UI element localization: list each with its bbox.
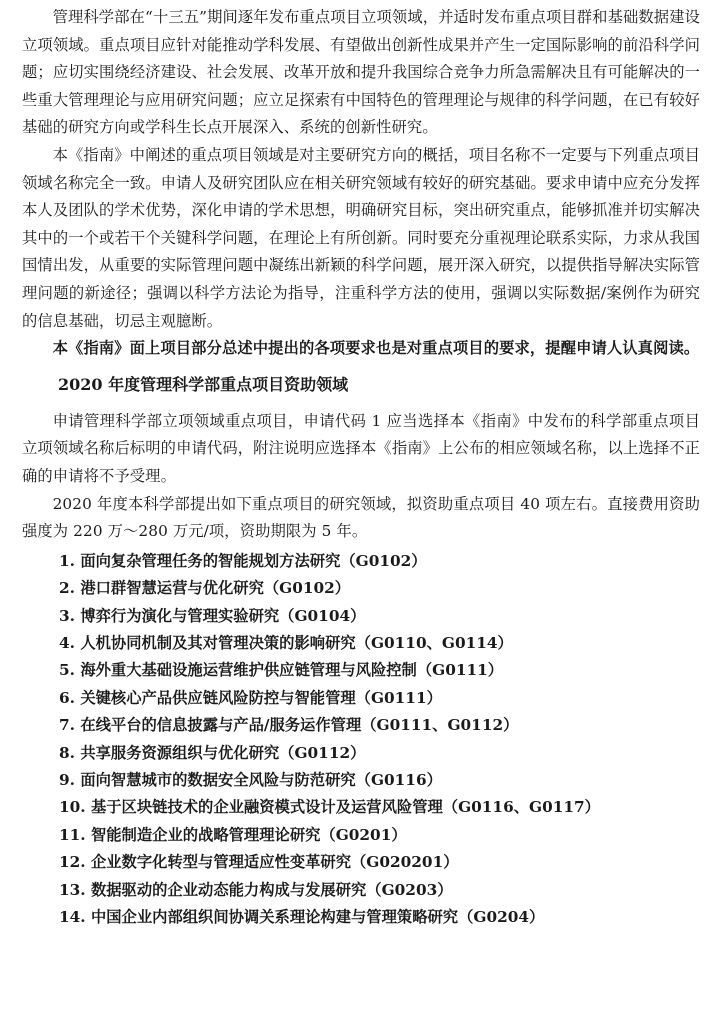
item-number: 3.	[59, 606, 75, 625]
item-text: 企业数字化转型与管理适应性变革研究（G020201）	[90, 853, 459, 872]
list-item	[22, 822, 700, 849]
item-text: 面向复杂管理任务的智能规划方法研究（G0102）	[80, 551, 427, 570]
item-number: 8.	[59, 743, 75, 762]
item-text: 数据驱动的企业动态能力构成与发展研究（G0203）	[90, 880, 453, 899]
item-number: 11.	[59, 825, 86, 844]
list-item	[22, 657, 700, 684]
list-item	[22, 767, 700, 794]
funding-paragraph: 2020 年度本科学部提出如下重点项目的研究领域，拟资助重点项目 40 项左右。直接费用资助强度为 220 万～280 万元/项，资助期限为 5 年。	[22, 494, 700, 541]
list-item	[22, 712, 700, 739]
reminder-paragraph: 本《指南》面上项目部分总述中提出的各项要求也是对重点项目的要求，提醒申请人认真阅读。	[52, 339, 700, 358]
item-number: 14.	[59, 907, 86, 926]
application-code-paragraph: 申请管理科学部立项领域重点项目，申请代码 1 应当选择本《指南》中发布的科学部重点项目立项领域名称后标明的申请代码，附注说明应选择本《指南》上公布的相应领域名称，以上选择不正确的申请将不予受理。	[22, 411, 700, 485]
item-text: 人机协同机制及其对管理决策的影响研究（G0110、G0114）	[80, 633, 513, 652]
item-text: 海外重大基础设施运营维护供应链管理与风险控制（G0111）	[80, 661, 504, 680]
item-text: 智能制造企业的战略管理理论研究（G0201）	[90, 825, 407, 844]
intro-paragraph: 管理科学部在“十三五”期间逐年发布重点项目立项领域，并适时发布重点项目群和基础数据建设立项领域。重点项目应针对能推动学科发展、有望做出创新性成果并产生一定国际影响的前沿科学问题；应切实围绕经济建设、社会发展、改革开放和提升我国综合竞争力所急需解决且有可能解决的一些重大管理理论与应用研究问题；应立足探索有中国特色的管理理论与规律的科学问题，在已有较好基础的研究方向或学科生长点开展深入、系统的创新性研究。	[22, 8, 700, 137]
item-number: 6.	[59, 688, 75, 707]
list-item	[22, 548, 700, 575]
item-number: 9.	[59, 770, 75, 789]
item-number: 12.	[59, 853, 86, 872]
section-title: 2020 年度管理科学部重点项目资助领域	[58, 374, 349, 394]
list-item	[22, 904, 700, 931]
item-text: 港口群智慧运营与优化研究（G0102）	[80, 579, 351, 598]
document-page	[22, 4, 700, 931]
list-item	[22, 740, 700, 767]
list-item	[22, 630, 700, 657]
list-item	[22, 849, 700, 876]
list-item	[22, 685, 700, 712]
list-item	[22, 794, 700, 821]
item-number: 10.	[59, 798, 86, 817]
item-number: 13.	[59, 880, 86, 899]
list-item	[22, 603, 700, 630]
item-text: 共享服务资源组织与优化研究（G0112）	[80, 743, 366, 762]
item-number: 1.	[59, 551, 75, 570]
item-number: 4.	[59, 633, 75, 652]
item-number: 5.	[59, 661, 75, 680]
item-text: 基于区块链技术的企业融资模式设计及运营风险管理（G0116、G0117）	[90, 798, 600, 817]
item-number: 7.	[59, 716, 75, 735]
guide-paragraph: 本《指南》中阐述的重点项目领域是对主要研究方向的概括，项目名称不一定要与下列重点项目领域名称完全一致。申请人及研究团队应在相关研究领域有较好的研究基础。要求申请中应充分发挥本人及团队的学术优势，深化申请的学术思想，明确研究目标，突出研究重点，能够抓准并切实解决其中的一个或若干个关键科学问题，在理论上有所创新。同时要充分重视理论联系实际，力求从我国国情出发，从重要的实际管理问题中凝练出新颖的科学问题，展开深入研究，以提供指导解决实际管理问题的新途径；强调以科学方法论为指导，注重科学方法的使用，强调以实际数据/案例作为研究的信息基础，切忌主观臆断。	[22, 145, 700, 330]
list-item	[22, 575, 700, 602]
item-text: 在线平台的信息披露与产品/服务运作管理（G0111、G0112）	[80, 716, 519, 735]
list-item	[22, 877, 700, 904]
item-number: 2.	[59, 579, 75, 598]
item-text: 关键核心产品供应链风险防控与智能管理（G0111）	[80, 688, 442, 707]
item-text: 中国企业内部组织间协调关系理论构建与管理策略研究（G0204）	[90, 907, 545, 926]
research-area-list	[22, 548, 700, 932]
item-text: 博弈行为演化与管理实验研究（G0104）	[80, 606, 366, 625]
item-text: 面向智慧城市的数据安全风险与防范研究（G0116）	[80, 770, 442, 789]
